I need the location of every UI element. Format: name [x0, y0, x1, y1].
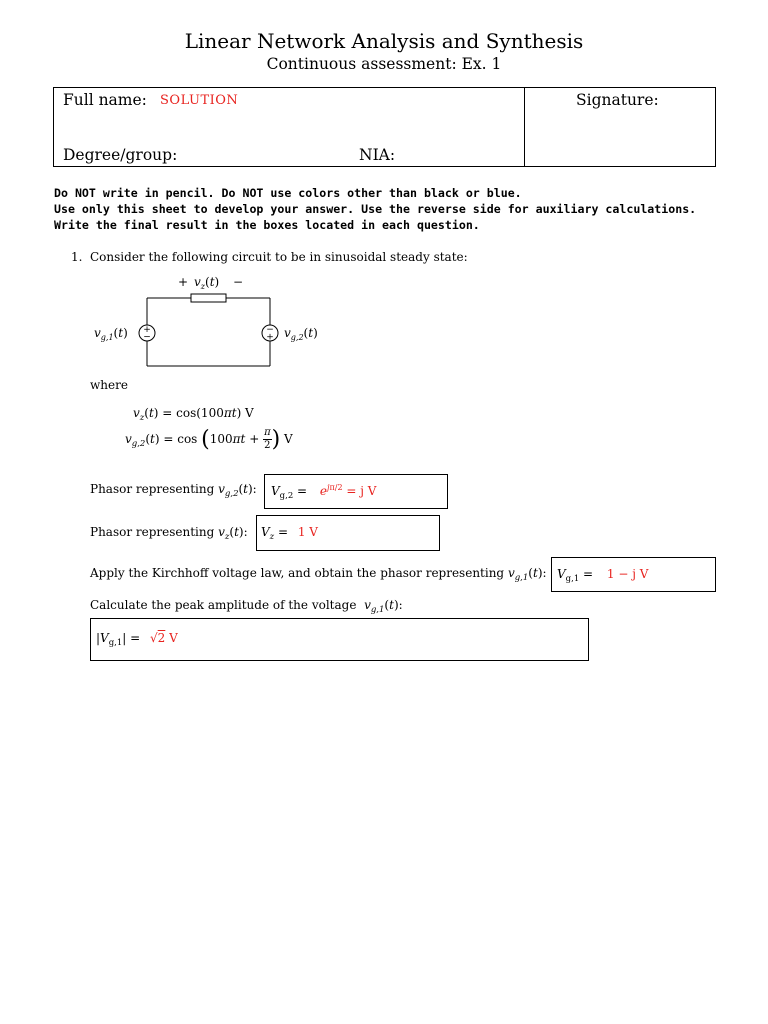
instruction-line: Write the final result in the boxes located in each question.	[54, 218, 480, 232]
q1-answer: = j V	[346, 484, 377, 498]
vz-label: $v_z(t)$	[194, 275, 220, 291]
question-intro: Consider the following circuit to be in sinusoidal steady state:	[90, 250, 468, 264]
q2-answer: 1 V	[297, 525, 318, 539]
full-name-value[interactable]: SOLUTION	[160, 93, 239, 108]
instruction-line: Use only this sheet to develop your answer. Use the reverse side for auxiliary calculations.	[54, 202, 697, 216]
source-1-plus: +	[143, 325, 151, 335]
q1-answer-box[interactable]: $V_{g,2} = e^{j\pi/2} = j$ V	[264, 474, 448, 509]
source-2-plus: +	[266, 332, 274, 343]
signature-label: Signature:	[576, 91, 659, 109]
q4-label: Calculate the peak amplitude of the voltage $v_{g,1}(t)$:	[90, 598, 403, 615]
vg1-label: $v_{g,1}(t)$	[94, 326, 128, 342]
instruction-line: Do NOT write in pencil. Do NOT use colors other than black or blue.	[54, 186, 522, 200]
vz-minus-sign: −	[233, 275, 244, 289]
q3-answer: 1 − j V	[606, 567, 649, 581]
equation-vg2: $v_{g,2}(t) = \cos (100\pi t$ + $\frac{\pi}{2}$ ) V	[125, 427, 293, 452]
question-number: 1.	[71, 250, 83, 264]
impedance-resistor	[191, 294, 226, 302]
source-2-minus: −	[266, 325, 274, 335]
q3-label: Apply the Kirchhoff voltage law, and obtain the phasor representing $v_{g,1}(t)$:	[90, 566, 547, 583]
equation-vz: $v_z(t) = \cos(100\pi t)$ V	[133, 406, 254, 423]
page-subtitle: Continuous assessment: Ex. 1	[266, 55, 502, 73]
q2-label: Phasor representing $v_z(t)$:	[90, 525, 248, 542]
circuit-diagram	[80, 268, 350, 373]
vg2-label: $v_{g,2}(t)$	[284, 326, 318, 342]
full-name-label: Full name:	[63, 91, 147, 109]
nia-label: NIA:	[359, 146, 396, 164]
vz-plus-sign: +	[178, 275, 189, 289]
source-1-minus: −	[143, 332, 151, 343]
q3-answer-box[interactable]: $V_{g,1} = 1 - j$ V	[551, 557, 716, 592]
where-label: where	[90, 378, 128, 392]
page-title: Linear Network Analysis and Synthesis	[184, 29, 584, 53]
q4-answer-box[interactable]: $|V_{g,1}| = √2$ V	[90, 618, 589, 661]
q2-answer-box[interactable]: $V_z = 1$ V	[256, 515, 440, 551]
degree-group-label: Degree/group:	[63, 146, 178, 164]
student-info-divider	[524, 87, 525, 167]
q4-answer: V	[169, 631, 178, 645]
q1-label: Phasor representing $v_{g,2}(t)$:	[90, 482, 257, 499]
